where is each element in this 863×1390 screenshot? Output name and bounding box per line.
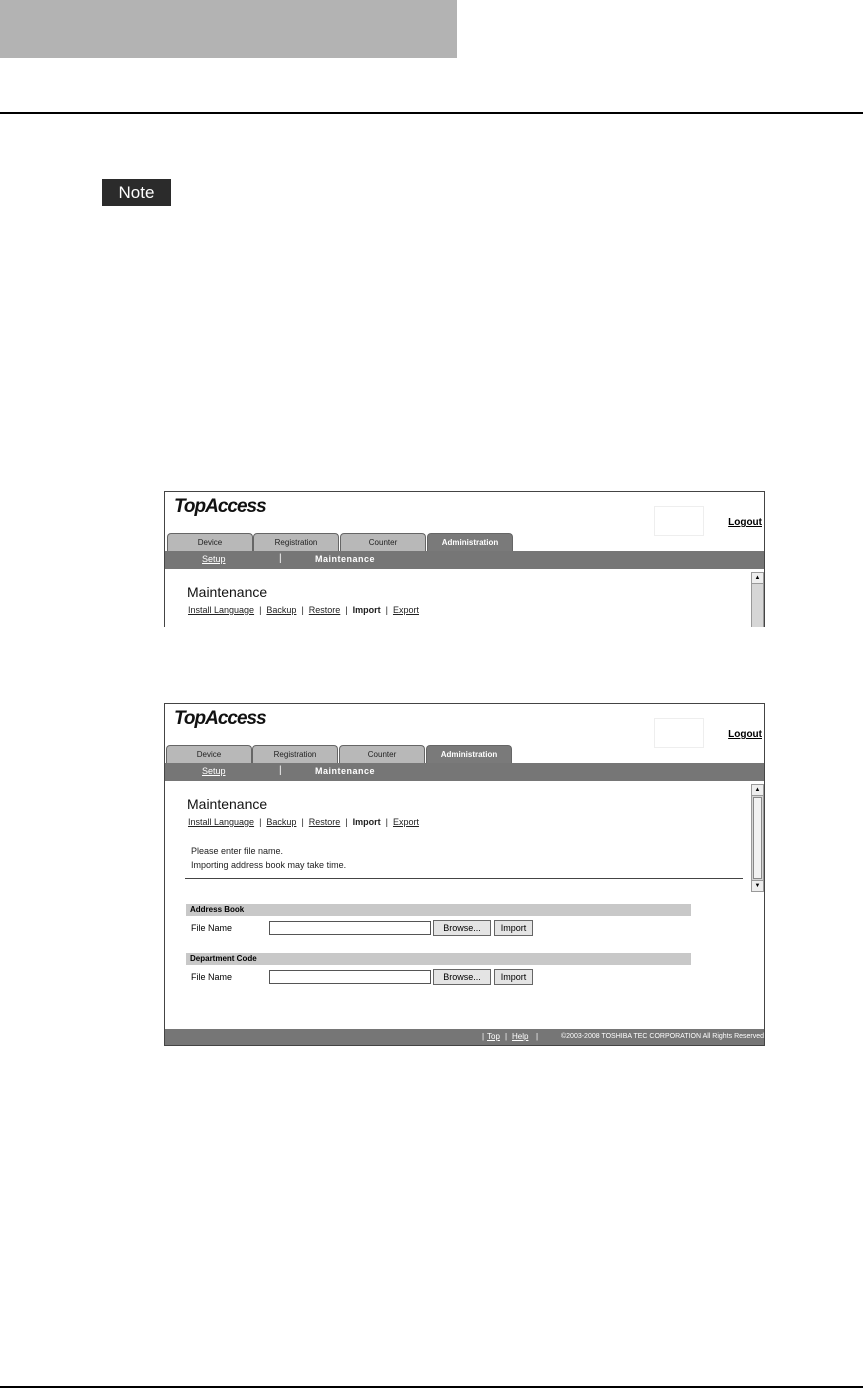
footer-separator: | — [482, 1032, 485, 1041]
header-band — [0, 0, 457, 58]
scroll-down-icon[interactable]: ▼ — [752, 880, 763, 891]
tab-registration[interactable]: Registration — [253, 533, 339, 551]
address-book-browse-button[interactable]: Browse... — [433, 920, 491, 936]
subnav-separator: | — [279, 553, 282, 564]
department-code-browse-button[interactable]: Browse... — [433, 969, 491, 985]
topaccess-logo: TopAccess — [174, 708, 266, 729]
nav-separator: | — [385, 817, 388, 827]
section-department-code: Department Code — [186, 953, 691, 965]
logo-box — [654, 506, 704, 536]
tab-counter[interactable]: Counter — [339, 745, 425, 763]
page-footer — [165, 1029, 764, 1045]
vertical-scrollbar[interactable] — [751, 784, 764, 892]
link-restore[interactable]: Restore — [308, 817, 341, 827]
subnav-maintenance: Maintenance — [315, 554, 376, 564]
page-title: Maintenance — [187, 584, 268, 600]
nav-separator: | — [259, 605, 262, 615]
note-badge: Note — [102, 179, 171, 206]
address-book-import-button[interactable]: Import — [494, 920, 533, 936]
nav-separator: | — [301, 817, 304, 827]
logout-link[interactable]: Logout — [728, 729, 762, 740]
footer-separator: | — [536, 1032, 539, 1041]
page-title: Maintenance — [187, 796, 268, 812]
maintenance-links — [188, 817, 419, 827]
instruction-text: Please enter file name. — [191, 846, 284, 856]
nav-separator: | — [301, 605, 304, 615]
tab-device[interactable]: Device — [166, 745, 252, 763]
logo-box — [654, 718, 704, 748]
maintenance-links — [188, 605, 419, 615]
screenshot-maintenance-menu — [164, 491, 765, 627]
logout-link[interactable]: Logout — [728, 517, 762, 528]
screenshot-import-page — [164, 703, 765, 1046]
topaccess-logo: TopAccess — [174, 496, 266, 517]
department-code-file-input[interactable] — [269, 970, 431, 984]
subnav-maintenance: Maintenance — [315, 766, 376, 776]
tab-registration[interactable]: Registration — [252, 745, 338, 763]
department-code-import-button[interactable]: Import — [494, 969, 533, 985]
tab-counter[interactable]: Counter — [340, 533, 426, 551]
sub-navigation-bar — [165, 763, 764, 781]
top-rule — [0, 112, 863, 114]
footer-copyright: ©2003-2008 TOSHIBA TEC CORPORATION All Rights Reserved — [561, 1033, 765, 1040]
link-export[interactable]: Export — [392, 817, 419, 827]
nav-separator: | — [385, 605, 388, 615]
department-code-file-label: File Name — [191, 972, 233, 982]
scroll-thumb[interactable] — [753, 797, 762, 879]
tab-administration[interactable]: Administration — [427, 533, 513, 551]
nav-separator: | — [345, 817, 348, 827]
link-install-language[interactable]: Install Language — [188, 605, 255, 615]
link-install-language[interactable]: Install Language — [188, 817, 255, 827]
link-restore[interactable]: Restore — [308, 605, 341, 615]
link-backup[interactable]: Backup — [266, 605, 297, 615]
section-address-book: Address Book — [186, 904, 691, 916]
link-import[interactable]: Import — [352, 605, 381, 615]
tab-device[interactable]: Device — [167, 533, 253, 551]
content-divider — [185, 878, 743, 879]
subnav-setup-link[interactable]: Setup — [202, 554, 226, 564]
link-backup[interactable]: Backup — [266, 817, 297, 827]
warning-text: Importing address book may take time. — [191, 860, 347, 870]
subnav-separator: | — [279, 765, 282, 776]
tab-administration[interactable]: Administration — [426, 745, 512, 763]
subnav-setup-link[interactable]: Setup — [202, 766, 226, 776]
nav-separator: | — [259, 817, 262, 827]
bottom-rule — [0, 1386, 863, 1388]
footer-help-link[interactable]: Help — [512, 1032, 529, 1041]
scroll-up-icon[interactable]: ▲ — [752, 573, 763, 584]
footer-separator: | — [505, 1032, 508, 1041]
address-book-file-label: File Name — [191, 923, 233, 933]
link-export[interactable]: Export — [392, 605, 419, 615]
link-import[interactable]: Import — [352, 817, 381, 827]
sub-navigation-bar — [165, 551, 764, 569]
scroll-up-icon[interactable]: ▲ — [752, 785, 763, 796]
nav-separator: | — [345, 605, 348, 615]
vertical-scrollbar[interactable] — [751, 572, 764, 627]
address-book-file-input[interactable] — [269, 921, 431, 935]
footer-top-link[interactable]: Top — [487, 1032, 500, 1041]
